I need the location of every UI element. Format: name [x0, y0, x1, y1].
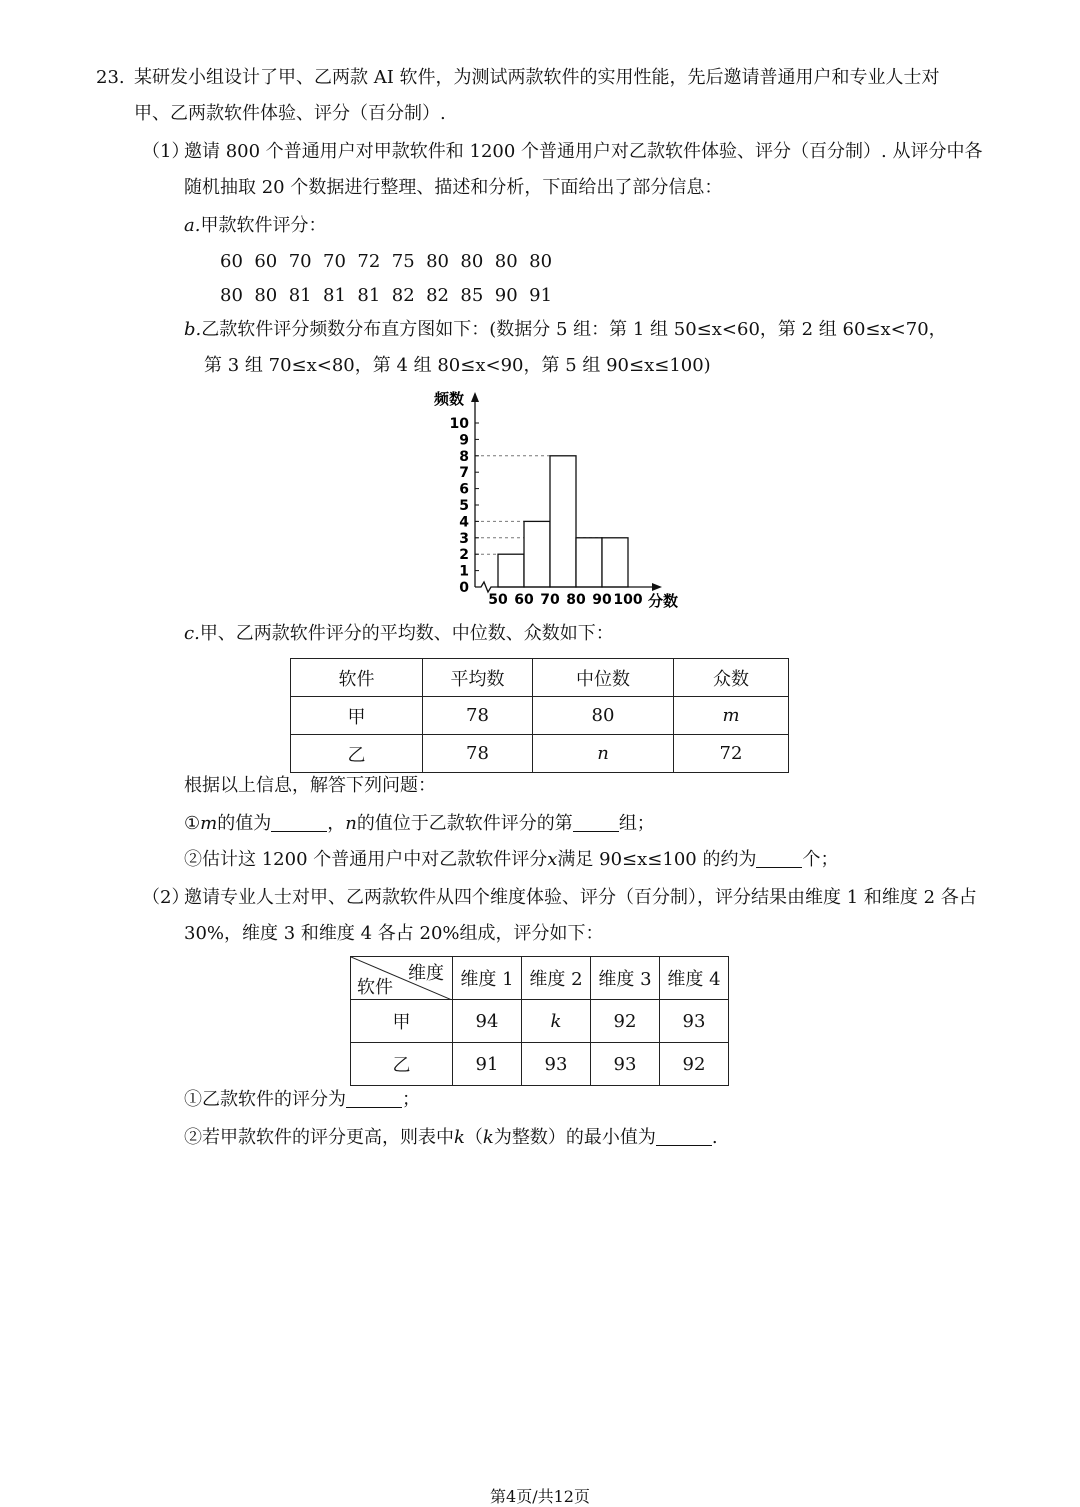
stats-cell: 甲 [291, 697, 423, 735]
stats-cell: 80 [533, 697, 674, 735]
q-text: 为整数）的最小值为 [493, 1127, 656, 1148]
q-var-x: x [547, 849, 558, 870]
q-text: ① [184, 813, 201, 834]
dim-row-jia [351, 1000, 729, 1043]
item-b-letter: b. [184, 319, 202, 340]
q-var-m: m [200, 813, 218, 834]
part2-line2: 30%，维度 3 和维度 4 各占 20%组成，评分如下： [184, 923, 604, 944]
x-tick-label: 90 [592, 592, 612, 608]
x-axis-arrow [652, 583, 662, 591]
q-text: 组； [618, 813, 655, 834]
q-text: 个； [802, 849, 839, 870]
answer-blank-count[interactable] [756, 849, 802, 868]
part1-line1: 邀请 800 个普通用户对甲款软件和 1200 个普通用户对乙款软件体验、评分（百分制）. 从评分中各 [184, 141, 983, 162]
stats-header-cell: 中位数 [533, 659, 674, 697]
dim-header-cell: 维度 3 [591, 957, 660, 1000]
y-tick-label: 1 [459, 563, 469, 580]
x-axis-break [475, 582, 498, 592]
item-b [184, 318, 947, 342]
dim-cell: 92 [591, 1000, 660, 1043]
stats-header-cell: 平均数 [423, 659, 533, 697]
part1-label: （1） [142, 141, 190, 162]
x-axis-label: 分数 [648, 592, 679, 610]
stats-header-cell: 众数 [674, 659, 789, 697]
q-text: ； [402, 1089, 420, 1110]
histogram-bar [524, 521, 550, 587]
x-tick-label: 50 [488, 592, 508, 608]
stats-cell: 78 [423, 697, 533, 735]
dim-cell: 93 [522, 1043, 591, 1086]
q-text: 满足 90≤x≤100 的约为 [557, 849, 757, 870]
item-b-line2: 第 3 组 70≤x<80，第 4 组 80≤x<90，第 5 组 90≤x≤100) [204, 355, 711, 376]
y-tick-label: 7 [459, 465, 469, 482]
dim-corner-top: 维度 [408, 963, 444, 984]
part1-question2 [184, 848, 838, 872]
y-axis-arrow [471, 392, 479, 402]
x-tick-label: 80 [566, 592, 586, 608]
q-var-n: n [345, 813, 357, 834]
y-tick-label: 4 [459, 514, 469, 531]
x-tick-label: 60 [514, 592, 534, 608]
histogram-bar [602, 538, 628, 587]
answer-blank-m[interactable] [271, 813, 327, 832]
dim-row-name: 乙 [351, 1043, 453, 1086]
stats-cell: 乙 [291, 735, 423, 773]
stats-header-cell: 软件 [291, 659, 423, 697]
dim-header-row [351, 957, 729, 1000]
x-tick-label: 100 [613, 592, 643, 608]
dim-row-name: 甲 [351, 1000, 453, 1043]
dim-cell: 92 [660, 1043, 729, 1086]
dim-cell: k [522, 1000, 591, 1043]
question-intro-line2: 甲、乙两款软件体验、评分（百分制）. [134, 103, 446, 124]
dim-corner-bottom: 软件 [357, 977, 393, 998]
item-c-letter: c. [184, 623, 200, 644]
q-text: ②若甲款软件的评分更高，则表中 [184, 1127, 454, 1148]
dim-header-cell: 维度 2 [522, 957, 591, 1000]
stats-cell: 78 [423, 735, 533, 773]
item-a [184, 214, 326, 238]
q-text: 的值为 [217, 813, 272, 834]
dim-header-cell: 维度 4 [660, 957, 729, 1000]
y-tick-label: 2 [459, 547, 469, 564]
dim-cell: 91 [453, 1043, 522, 1086]
x-tick-label: 70 [540, 592, 560, 608]
dim-corner-cell [351, 957, 453, 1000]
answer-blank-yi-score[interactable] [346, 1089, 402, 1108]
dim-cell: 93 [660, 1000, 729, 1043]
q-text: ①乙款软件的评分为 [184, 1089, 346, 1110]
q-text: 的值位于乙款软件评分的第 [356, 813, 573, 834]
q-var-k: k [454, 1127, 465, 1148]
part2-question1 [184, 1088, 420, 1112]
y-tick-label: 8 [459, 448, 469, 465]
dim-cell: 94 [453, 1000, 522, 1043]
a-scores-row2: 80 80 81 81 81 82 82 85 90 91 [220, 285, 553, 306]
y-axis-label: 频数 [434, 390, 465, 408]
y-tick-label: 9 [459, 432, 469, 449]
stats-header-row [291, 659, 789, 697]
dim-row-yi [351, 1043, 729, 1086]
stats-cell: m [674, 697, 789, 735]
item-b-line1: 乙款软件评分频数分布直方图如下：(数据分 5 组：第 1 组 50≤x<60，第 2 组 60≤x<70， [201, 319, 947, 340]
page-footer: 第4页/共12页 [490, 1487, 590, 1506]
stats-row-jia [291, 697, 789, 735]
stats-cell: 72 [674, 735, 789, 773]
item-a-letter: a. [184, 215, 201, 236]
q-text: ， [327, 813, 346, 834]
q-var-k: k [482, 1127, 494, 1148]
part1-question1 [184, 812, 655, 836]
dim-header-cell: 维度 1 [453, 957, 522, 1000]
answer-prompt: 根据以上信息，解答下列问题： [184, 775, 436, 796]
part2-question2 [184, 1126, 718, 1150]
question-number: 23. [96, 67, 125, 88]
part2-line1: 邀请专业人士对甲、乙两款软件从四个维度体验、评分（百分制），评分结果由维度 1 和维度 2 各占 [184, 887, 977, 908]
y-tick-label: 6 [459, 481, 469, 498]
y-tick-label: 5 [459, 498, 469, 514]
part1-line2: 随机抽取 20 个数据进行整理、描述和分析，下面给出了部分信息： [184, 177, 723, 198]
stats-cell: n [533, 735, 674, 773]
a-scores-row1: 60 60 70 70 72 75 80 80 80 80 [220, 251, 553, 272]
item-c [184, 622, 614, 646]
histogram-bar [576, 538, 602, 587]
question-intro-line1: 某研发小组设计了甲、乙两款 AI 软件，为测试两款软件的实用性能，先后邀请普通用户和专业人士对 [134, 67, 940, 88]
dimension-table [350, 956, 729, 1086]
y-tick-label: 3 [459, 530, 469, 547]
q-text: ②估计这 1200 个普通用户中对乙款软件评分 [184, 849, 548, 870]
histogram-chart [420, 384, 700, 614]
y-tick-label: 10 [449, 416, 469, 432]
stats-row-yi [291, 735, 789, 773]
item-c-label: 甲、乙两款软件评分的平均数、中位数、众数如下： [199, 623, 614, 644]
histogram-bar [550, 456, 576, 587]
q-text: . [711, 1127, 718, 1148]
q-text: （ [464, 1127, 483, 1148]
dim-cell: 93 [591, 1043, 660, 1086]
answer-blank-k-min[interactable] [656, 1127, 712, 1146]
part2-label: （2） [142, 887, 190, 908]
item-a-label: 甲款软件评分： [200, 215, 327, 236]
y-tick-label: 0 [459, 580, 469, 596]
histogram-bar [498, 554, 524, 587]
stats-table [290, 658, 789, 773]
answer-blank-group[interactable] [573, 813, 619, 832]
